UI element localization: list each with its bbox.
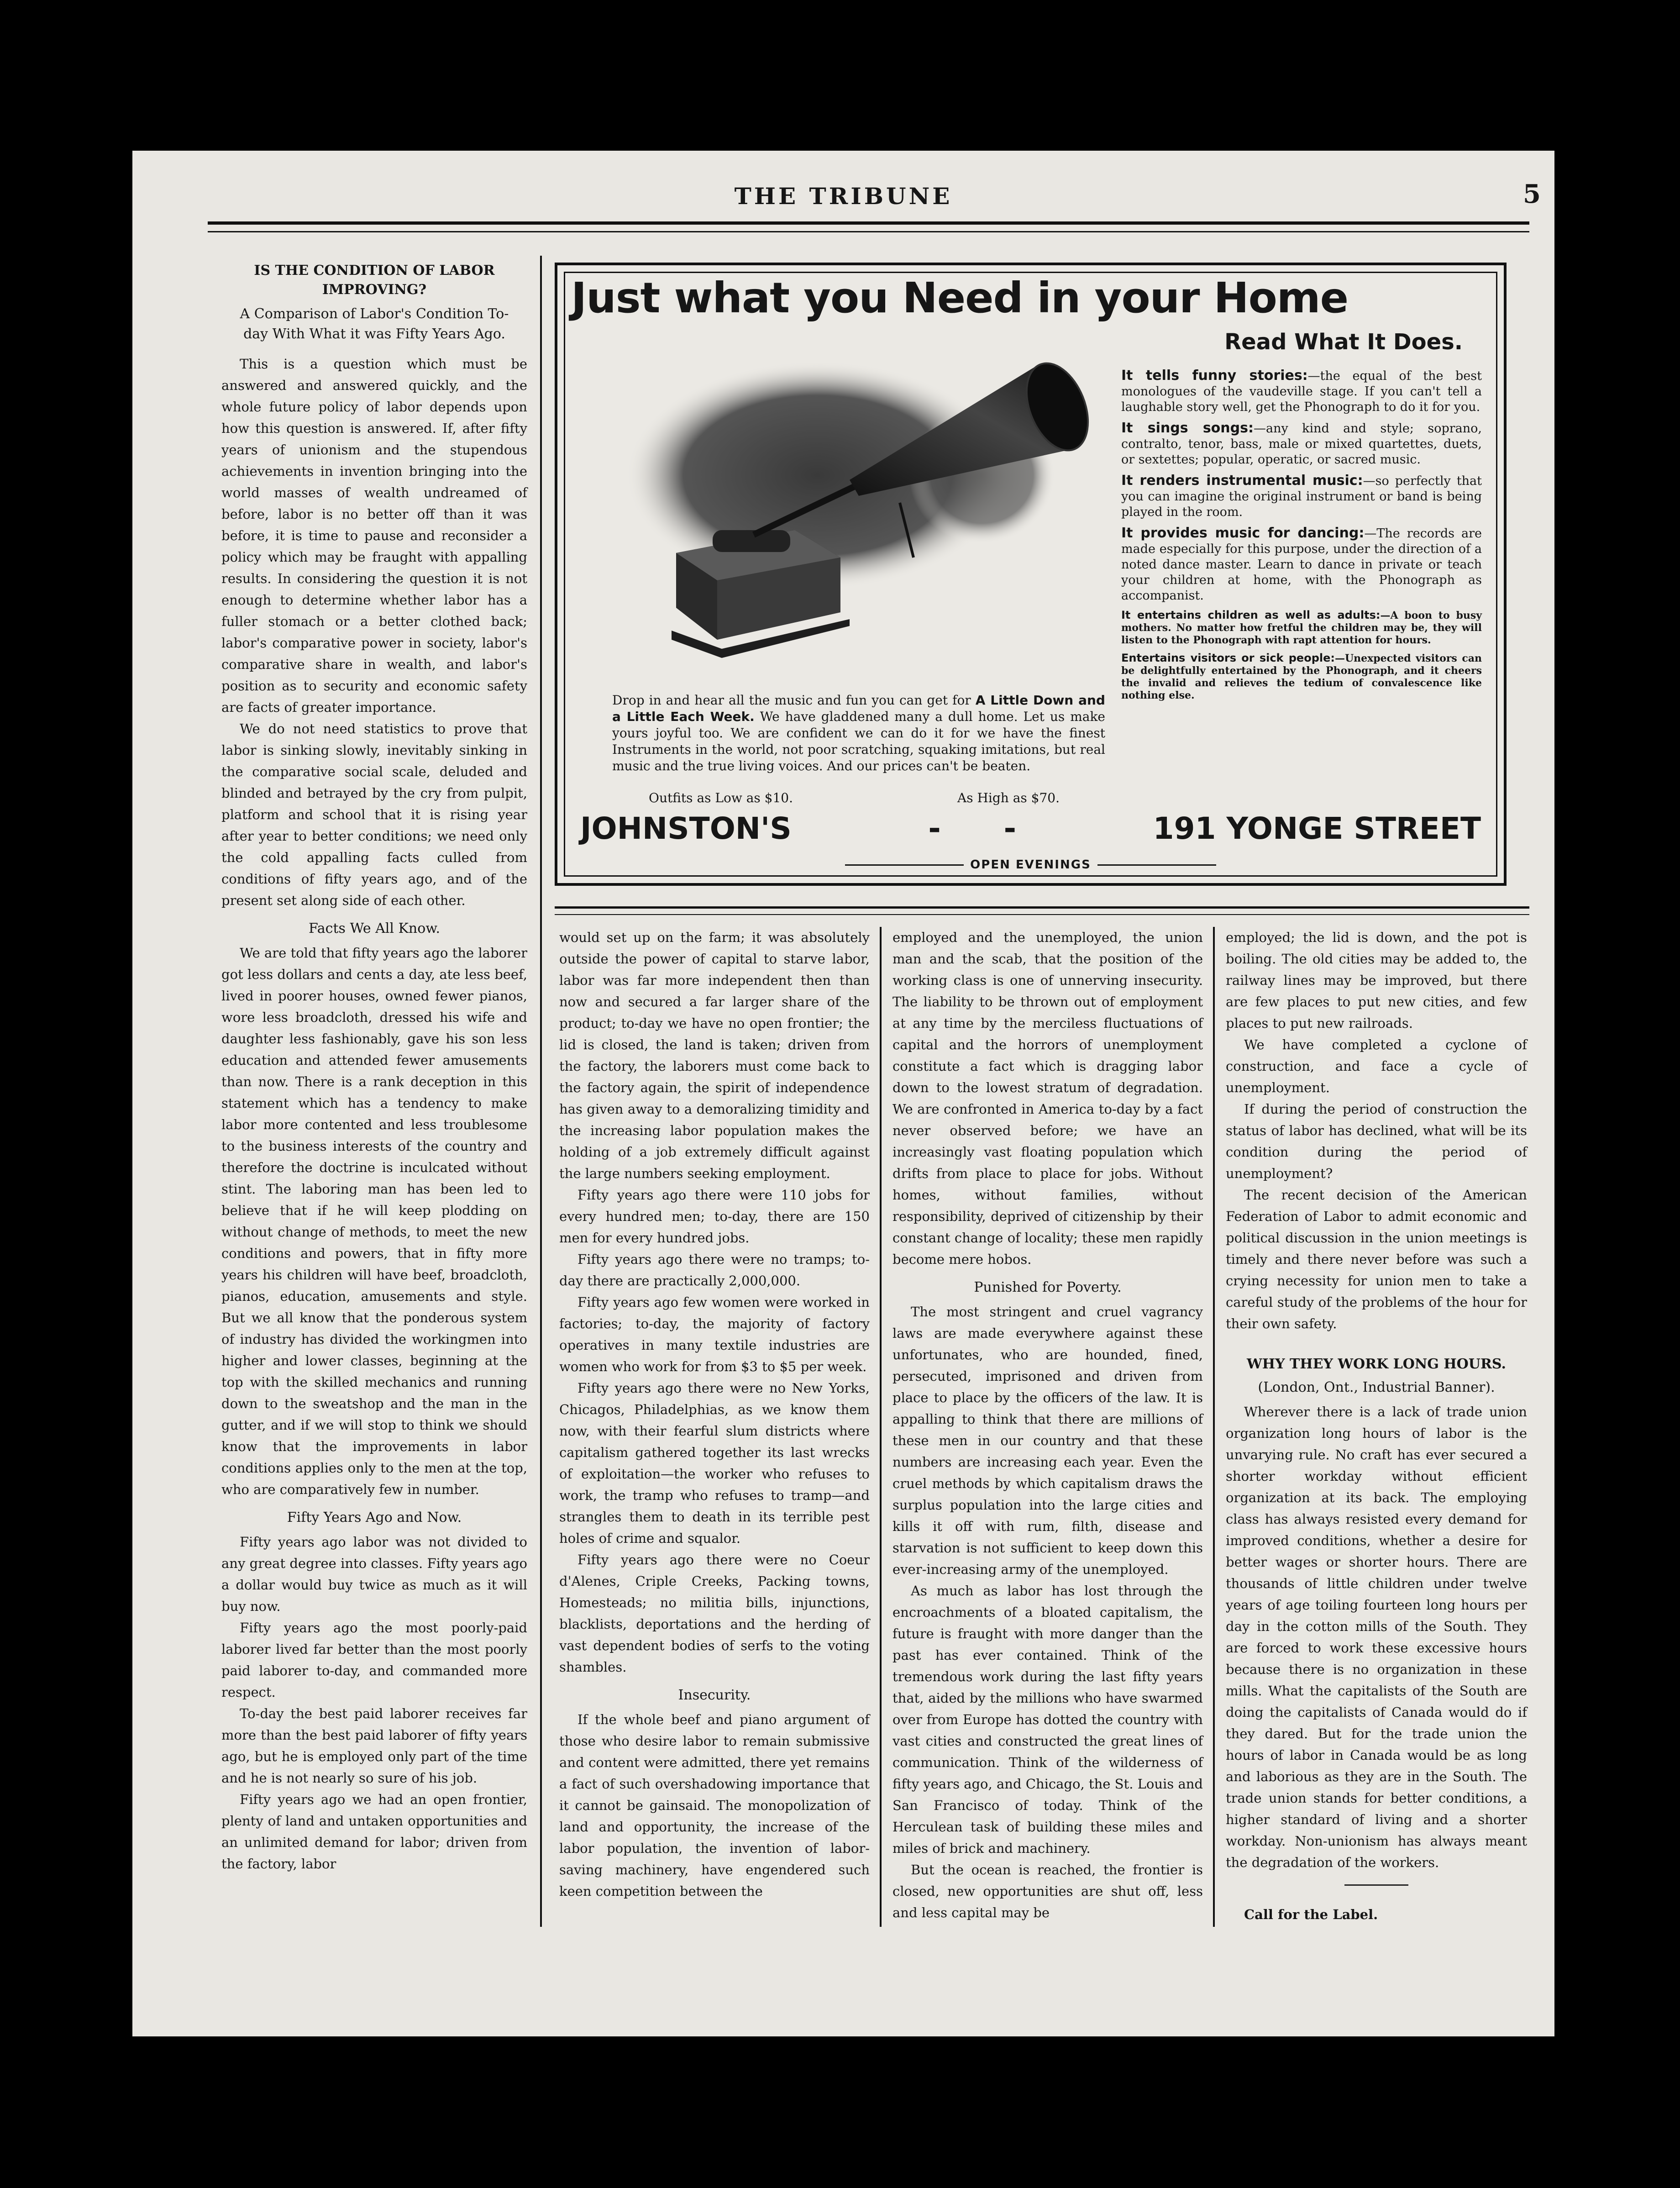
feature-text: —any kind and style; soprano, contralto, tenor, bass, male or mixed quartettes, duets, or sextettes; popular, operatic, or sacred music.	[1121, 421, 1482, 467]
article-column-1	[221, 256, 527, 1875]
price-high: As High as $70.	[957, 790, 1060, 805]
article-column-3	[892, 927, 1203, 1924]
feature-heading: Entertains visitors or sick people:	[1121, 652, 1335, 664]
paragraph: To-day the best paid laborer receives far more than the best paid laborer of fifty years ago, but he is employed only part of the time and he is not nearly so sure of his job.	[221, 1706, 527, 1786]
paragraph: The recent decision of the American Federation of Labor to admit economic and political discussion in the union meetings is timely and there never before was such a crying necessity for union men to take a careful study of the problems of the hour for their own safety.	[1226, 1187, 1527, 1331]
feature-heading: It renders instrumental music:	[1121, 473, 1363, 489]
store-name: JOHNSTON'S	[580, 811, 792, 846]
ad-subheadline: Read What It Does.	[1224, 329, 1463, 355]
page-number: 5	[1523, 179, 1541, 209]
paragraph: Wherever there is a lack of trade union organization long hours of labor is the unvarying rule. No craft has ever secured a shorter workday without efficient organization at its back. The employing class has always resisted every demand for improved conditions, whether a desire for better wages or shorter hours. There are thousands of little children under twelve years of age toiling fourteen long hours per day in the cotton mills of the South. They are forced to work these excessive hours because there is no organization in these mills. What the capitalists of the South are doing the capitalists of Canada would do if they dared. But for the trade union the hours of labor in Canada would be as long and laborious as they are in the South. The trade union stands for better conditions, a higher standard of living and a shorter workday. Non-unionism has always meant the degradation of the workers.	[1226, 1404, 1527, 1870]
paragraph: This is a question which must be answered and answered quickly, and the whole future policy of labor depends upon how this question is answered. If, after fifty years of unionism and the stupendous achievements in invention bringing into the world masses of wealth undreamed of before, labor is no better off than it was before, it is time to pause and reconsider a policy which may be fraught with appalling results. In considering the question it is not enough to determine whether labor has a fuller stomach or a better clothed back; labor's comparative power in society, labor's comparative share in wealth, and labor's position as to security and economic safety are facts of greater importance.	[221, 356, 527, 715]
newspaper-page	[132, 151, 1554, 2036]
ad-body-part: Drop in and hear all the music and fun you can get for	[612, 693, 976, 708]
paragraph: employed; the lid is down, and the pot is boiling. The old cities may be added to, the railway lines may be improved, but there are few places to put new cities, and few places to put new railroads.	[1226, 930, 1527, 1031]
article-column-2	[559, 927, 870, 1902]
feature-heading: It sings songs:	[1121, 420, 1254, 436]
paragraph: Fifty years ago there were no Coeur d'Alenes, Criple Creeks, Packing towns, Homesteads; no militia bills, injunctions, blacklists, deportations and the herding of vast dependent bodies of serfs to the voting shambles.	[559, 1552, 870, 1675]
paragraph: Fifty years ago there were no tramps; to-day there are practically 2,000,000.	[559, 1252, 870, 1289]
phonograph-advertisement	[555, 263, 1507, 886]
ad-body-part: We have gladdened many a dull home. Let us make yours joyful too. We are confident we can do it for we have the finest Instruments in the world, not poor scratching, squaking imitations, but real music and the true living voices. And our prices can't be beaten.	[612, 709, 1105, 773]
store-dashes: - -	[928, 811, 1017, 846]
paragraph: The most stringent and cruel vagrancy laws are made everywhere against these unfortunates, who are hounded, fined, persecuted, imprisoned and driven from place to place by the officers of the law. It is appalling to think that there are millions of these men in our country and that these numbers are increasing each year. Even the cruel methods by which capitalism draws the surplus population into the large cities and kills it off with rum, filth, disease and starvation is not sufficient to keep down this ever-increasing army of the unemployed.	[892, 1304, 1203, 1577]
paragraph: If during the period of construction the status of labor has declined, what will be its condition during the period of unemployment?	[1226, 1101, 1527, 1181]
feature-item	[1121, 609, 1482, 647]
paragraph: We have completed a cyclone of construction, and face a cycle of unemployment.	[1226, 1037, 1527, 1095]
column-divider	[1213, 927, 1215, 1927]
feature-item	[1121, 473, 1482, 520]
article-title: IS THE CONDITION OF LABOR IMPROVING?	[254, 263, 495, 298]
header-rule	[208, 221, 1529, 232]
ad-bottom-rule	[555, 906, 1529, 915]
paragraph: But the ocean is reached, the frontier is closed, new opportunities are shut off, less and less capital may be	[892, 1862, 1203, 1920]
section-heading: Facts We All Know.	[309, 920, 440, 936]
paragraph: would set up on the farm; it was absolutely outside the power of capital to starve labor, labor was far more independent then than now and secured a far larger share of the product; to-day we have no open frontier; the lid is closed, the land is taken; driven from the factory, the laborers must come back to the factory again, the spirit of independence has given away to a demoralizing timidity and the increasing labor population makes the holding of a job extremely difficult against the large numbers seeking employment.	[559, 930, 870, 1181]
section-heading: Fifty Years Ago and Now.	[287, 1510, 462, 1525]
ad-store-line	[580, 811, 1481, 846]
paragraph: As much as labor has lost through the encroachments of a bloated capitalism, the future is fraught with more danger than the past has ever contained. Think of the tremendous work during the last fifty years that, aided by the millions who have swarmed over from Europe has dotted the country with vast cities and constructed the great lines of communication. Think of the wilderness of fifty years ago, and Chicago, the St. Louis and San Francisco of today. Think of the Herculean task of building these miles and miles of brick and machinery.	[892, 1583, 1203, 1856]
feature-item	[1121, 421, 1482, 468]
article-column-4	[1226, 927, 1527, 1925]
ad-body-emphasis: A Little Down and a Little Each Week.	[612, 693, 1105, 724]
feature-text: —the equal of the best monologues of the vaudeville stage. If you can't tell a laughable story well, get the Phonograph to do it for you.	[1121, 369, 1482, 414]
feature-text: —A boon to busy mothers. No matter how fretful the children may be, they will listen to the Phonograph with rapt attention for hours.	[1121, 610, 1482, 646]
paragraph: We are told that fifty years ago the laborer got less dollars and cents a day, ate less beef, lived in poorer houses, owned fewer pianos, wore less broadcloth, dressed his wife and daughter less fashionably, gave his son less education and attended fewer amusements than now. There is a rank deception in this statement which has a tendency to make labor more contented and less troublesome to the business interests of the country and therefore the doctrine is inculcated without stint. The laboring man has been led to believe that if he will keep plodding on without change of methods, to meet the new conditions and powers, that in fifty more years his children will have beef, broadcloth, pianos, education, amusements and style. But we all know that the ponderous system of industry has divided the workingmen into higher and lower classes, beginning at the top with the skilled mechanics and running down to the sweatshop and the man in the gutter, and if we will stop to think we should know that the improvements in labor conditions applies only to the men at the top, who are comparatively few in number.	[221, 945, 527, 1497]
closing-rule	[1344, 1884, 1408, 1886]
phonograph-illustration	[603, 338, 1101, 685]
paragraph: Fifty years ago few women were worked in factories; to-day, the majority of factory operatives in many textile industries are women who work for from $3 to $5 per week.	[559, 1294, 870, 1374]
section-heading: Punished for Poverty.	[974, 1279, 1122, 1295]
feature-text: —The records are made especially for this purpose, under the direction of a noted dance master. Learn to dance in private or teach your children at home, with the Phonograph as accompanist.	[1121, 526, 1482, 603]
store-address: 191 YONGE STREET	[1153, 811, 1481, 846]
paragraph: Fifty years ago the most poorly-paid laborer lived far better than the most poorly paid laborer to-day, and commanded more respect.	[221, 1620, 527, 1700]
feature-item	[1121, 652, 1482, 702]
ad-headline: Just what you Need in your Home	[571, 274, 1349, 322]
article-title: WHY THEY WORK LONG HOURS.	[1247, 1356, 1506, 1372]
feature-text: —Unexpected visitors can be delightfully entertained by the Phonograph, and it cheers the invalid and relieves the tedium of convalescence like nothing else.	[1121, 652, 1482, 701]
feature-heading: It entertains children as well as adults:	[1121, 609, 1381, 621]
feature-item	[1121, 526, 1482, 604]
column-divider	[540, 256, 542, 1927]
section-heading: Insecurity.	[678, 1687, 751, 1703]
feature-item	[1121, 368, 1482, 415]
feature-text: —so perfectly that you can imagine the original instrument or band is being played in the room.	[1121, 474, 1482, 519]
ad-feature-list	[1121, 368, 1482, 707]
paragraph: If the whole beef and piano argument of those who desire labor to remain submissive and content were admitted, there yet remains a fact of such overshadowing importance that it cannot be gainsaid. The monopolization of land and opportunity, the increase of the labor population, the invention of labor-saving machinery, have engendered such keen competition between the	[559, 1712, 870, 1899]
paragraph: Fifty years ago we had an open frontier, plenty of land and untaken opportunities and an unlimited demand for labor; driven from the factory, labor	[221, 1792, 527, 1872]
article-subtitle: A Comparison of Labor's Condition To-day With What it was Fifty Years Ago.	[240, 306, 509, 342]
article-source: (London, Ont., Industrial Banner).	[1258, 1379, 1495, 1395]
paragraph: Fifty years ago there were 110 jobs for every hundred men; to-day, there are 150 men for every hundred jobs.	[559, 1187, 870, 1246]
feature-heading: It provides music for dancing:	[1121, 525, 1365, 541]
ad-body-text	[612, 692, 1105, 774]
store-hours: OPEN EVENINGS	[557, 858, 1504, 872]
closing-line: Call for the Label.	[1244, 1907, 1378, 1922]
ad-prices	[649, 790, 1060, 805]
price-low: Outfits as Low as $10.	[649, 790, 793, 805]
paragraph: We do not need statistics to prove that labor is sinking slowly, inevitably sinking in the comparative social scale, deluded and blinded and betrayed by the cry from pulpit, platform and school that it is rising year after year to better conditions; we need only the cold appalling facts culled from conditions of fifty years ago, and of the present set along side of each other.	[221, 721, 527, 908]
feature-heading: It tells funny stories:	[1121, 368, 1308, 384]
paragraph: Fifty years ago there were no New Yorks, Chicagos, Philadelphias, as we know them now, with their fearful slum districts where capitalism gathered together its last wrecks of exploitation—the worker who refuses to work, the tramp who refuses to tramp—and strangles them to death in its terrible pest holes of crime and squalor.	[559, 1380, 870, 1546]
column-divider	[880, 927, 882, 1927]
paragraph: employed and the unemployed, the union man and the scab, that the position of the working class is one of unnerving insecurity. The liability to be thrown out of employment at any time by the merciless fluctuations of capital and the horrors of unemployment constitute a fact which is dragging labor down to the lowest stratum of degradation. We are confronted in America to-day by a fact never observed before; we have an increasingly vast floating population which drifts from place to place for jobs. Without homes, without families, without responsibility, deprived of citizenship by their constant change of locality; these men rapidly become mere hobos.	[892, 930, 1203, 1267]
masthead-title: THE TRIBUNE	[734, 183, 953, 210]
paragraph: Fifty years ago labor was not divided to any great degree into classes. Fifty years ago a dollar would buy twice as much as it will buy now.	[221, 1534, 527, 1614]
